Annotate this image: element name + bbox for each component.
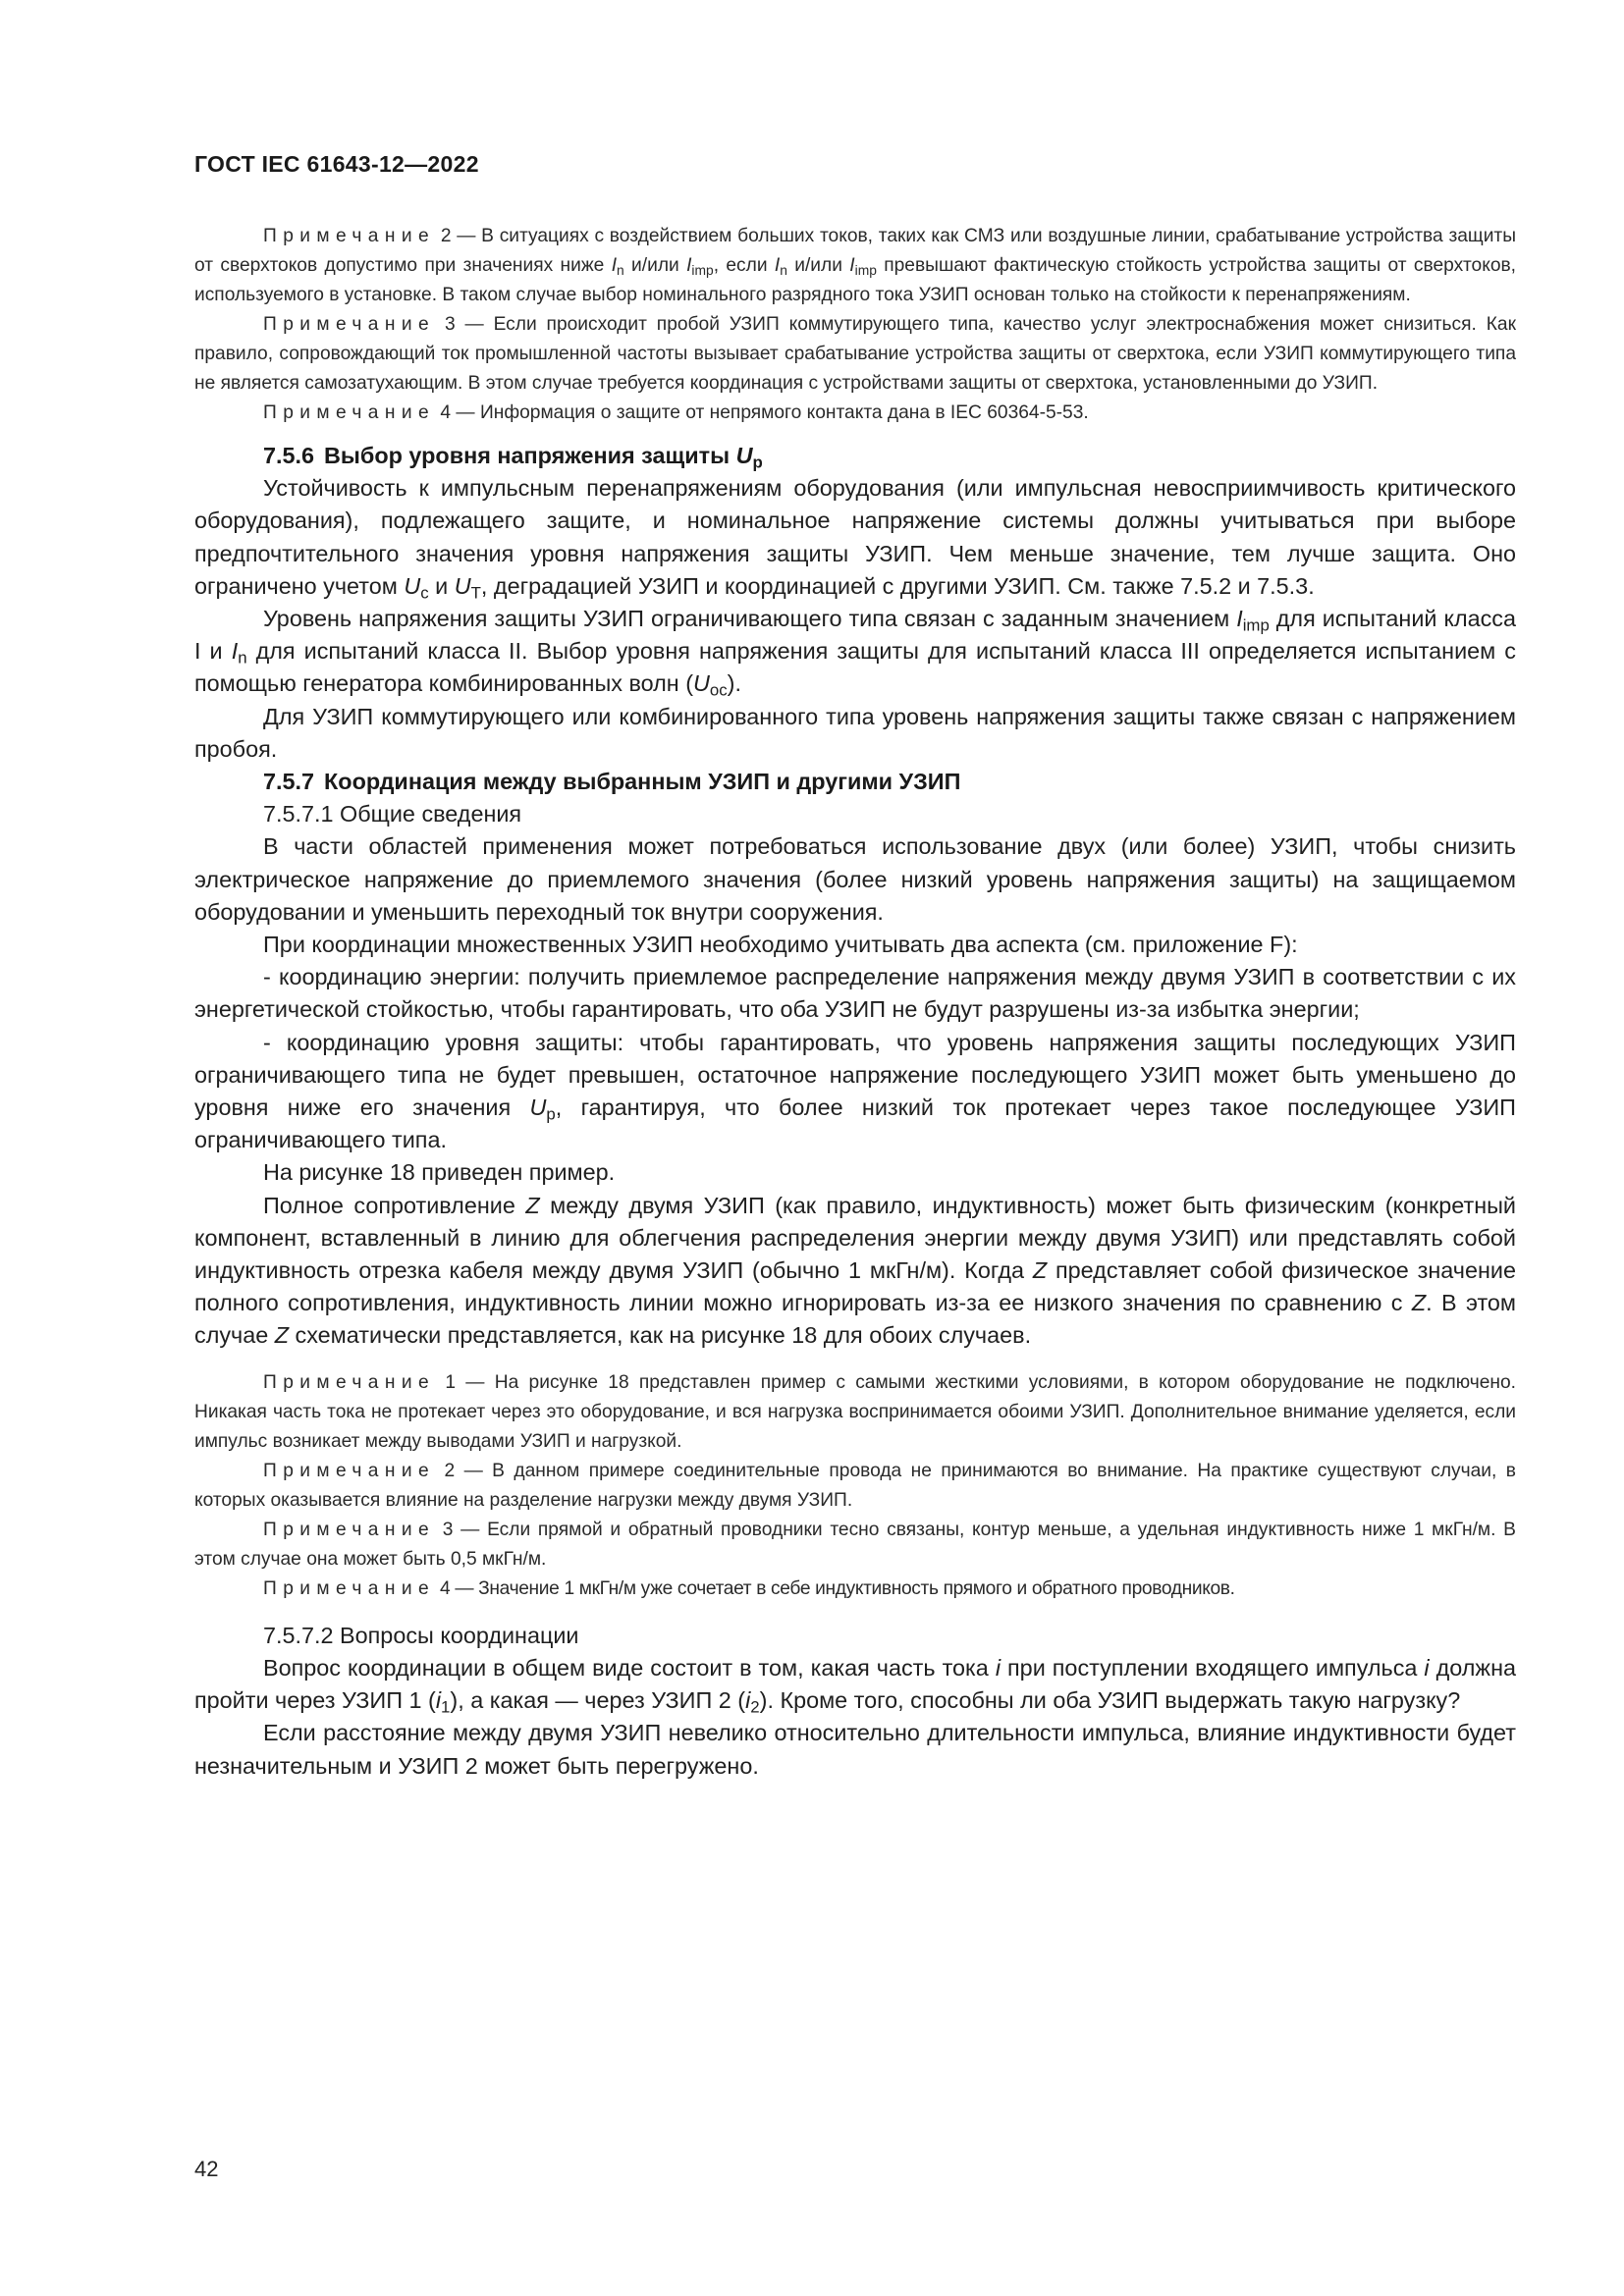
note-number: 2 bbox=[444, 1460, 456, 1481]
note-text: — Если происходит пробой УЗИП коммутирующего типа, качество услуг электроснабжения может снизиться. Как правило, сопровождающий ток промышленной частоты вызывает срабатывание устройства защиты от сверхтока, если УЗИП коммутирующего типа не является самозатухающим. В этом случае требуется координация с устройствами защиты от сверхтока, установленными до УЗИП. bbox=[194, 314, 1516, 394]
note-3-top bbox=[194, 310, 1516, 399]
text-run: Устойчивость к импульсным перенапряжениям оборудования (или импульсная невосприимчивость критического оборудования), подлежащего защите, и номинальное напряжение системы должны учитываться при выборе предпочтительного значения уровня напряжения защиты УЗИП. Чем меньше значение, тем лучше защита. Оно ограничено учетом bbox=[194, 475, 1516, 599]
paragraph bbox=[194, 1190, 1516, 1353]
section-number: 7.5.7 bbox=[263, 769, 315, 795]
paragraph: Если расстояние между двумя УЗИП невелико относительно длительности импульса, влияние индуктивности будет незначительным и УЗИП 2 может быть перегружено. bbox=[194, 1720, 1516, 1779]
note-1-mid bbox=[194, 1368, 1516, 1457]
text-run: для испытаний класса II. Выбор уровня напряжения защиты для испытаний класса III определяется испытанием с помощью генератора комбинированных волн ( bbox=[194, 638, 1516, 697]
note-label: Примечание bbox=[263, 1519, 436, 1540]
text-run: должна пройти через УЗИП 1 ( bbox=[194, 1654, 1516, 1714]
text-run: Вопрос координации в общем виде состоит в том, какая часть тока bbox=[263, 1654, 996, 1681]
symbol-U: U bbox=[404, 572, 421, 599]
note-label: Примечание bbox=[263, 314, 436, 335]
text-run: для испытаний класса I и bbox=[194, 606, 1516, 665]
subscript-c: c bbox=[420, 583, 429, 603]
symbol-I: I bbox=[611, 255, 618, 276]
text-run: ). Кроме того, способны ли оба УЗИП выдержать такую нагрузку? bbox=[759, 1687, 1461, 1714]
text-run: , деградацией УЗИП и координацией с другими УЗИП. См. также 7.5.2 и 7.5.3. bbox=[480, 572, 1315, 599]
note-label: Примечание bbox=[263, 1460, 436, 1481]
paragraph: На рисунке 18 приведен пример. bbox=[263, 1159, 616, 1186]
subscript-1: 1 bbox=[441, 1697, 451, 1717]
text-run: . В этом случае bbox=[194, 1290, 1516, 1349]
section-title: Координация между выбранным УЗИП и другими УЗИП bbox=[324, 769, 961, 795]
symbol-U: U bbox=[692, 670, 710, 697]
paragraph bbox=[194, 1652, 1516, 1717]
subscript-p: p bbox=[546, 1104, 556, 1124]
text-run: , гарантируя, что более низкий ток протекает через такое последующее УЗИП ограничивающего типа. bbox=[194, 1095, 1516, 1153]
paragraph bbox=[194, 603, 1516, 701]
symbol-I: I bbox=[849, 255, 855, 276]
symbol-I: I bbox=[231, 638, 239, 665]
subscript-p: p bbox=[752, 453, 763, 472]
symbol-U: U bbox=[735, 443, 753, 468]
symbol-i: i bbox=[435, 1687, 442, 1714]
subscript-2: 2 bbox=[750, 1697, 760, 1717]
note-label: Примечание bbox=[263, 1577, 436, 1599]
note-text: — На рисунке 18 представлен пример с самыми жесткими условиями, в котором оборудование не подключено. Никакая часть тока не протекает через это оборудование, и вся нагрузка воспринимается обоими УЗИП. Дополнительное внимание уделяется, если импульс возникает между выводами УЗИП и нагрузкой. bbox=[194, 1371, 1516, 1452]
subscript-n: n bbox=[617, 261, 624, 278]
note-number: 4 bbox=[440, 1577, 451, 1599]
symbol-i: i bbox=[995, 1654, 1001, 1681]
subscript-imp: imp bbox=[854, 261, 877, 278]
text-run: между двумя УЗИП (как правило, индуктивность) может быть физическим (конкретный компонент, вставленный в линию для облегчения распределения энергии между двумя УЗИП) или представлять собой индуктивность отрезка кабеля между двумя УЗИП (обычно 1 мкГн/м). Когда bbox=[194, 1192, 1516, 1284]
text-run: ). bbox=[727, 670, 741, 697]
note-number: 1 bbox=[445, 1371, 457, 1393]
note-2-mid bbox=[194, 1457, 1516, 1516]
subscript-imp: imp bbox=[691, 261, 714, 278]
paragraph: Для УЗИП коммутирующего или комбинированного типа уровень напряжения защиты также связан с напряжением пробоя. bbox=[194, 703, 1516, 762]
text-run: Полное сопротивление bbox=[263, 1192, 526, 1218]
note-label: Примечание bbox=[263, 1371, 436, 1393]
section-heading-7-5-7 bbox=[194, 766, 1516, 798]
symbol-Z: Z bbox=[1032, 1257, 1048, 1284]
symbol-I: I bbox=[686, 255, 692, 276]
note-label: Примечание bbox=[263, 226, 436, 246]
subscript-n: n bbox=[780, 261, 787, 278]
note-3-mid bbox=[194, 1516, 1516, 1575]
note-text: и/или bbox=[623, 255, 687, 276]
note-text: — В ситуациях с воздействием больших токов, таких как СМЗ или воздушные линии, срабатывание устройства защиты от сверхтоков допустимо при значениях ниже bbox=[194, 226, 1516, 276]
text-run: Уровень напряжения защиты УЗИП ограничивающего типа связан с заданным значением bbox=[263, 606, 1237, 632]
symbol-i: i bbox=[745, 1687, 751, 1714]
note-number: 3 bbox=[444, 314, 456, 335]
text-run: при поступлении входящего импульса bbox=[1001, 1654, 1425, 1681]
note-number: 3 bbox=[442, 1519, 454, 1540]
paragraph: В части областей применения может потребоваться использование двух (или более) УЗИП, чтобы снизить электрическое напряжение до приемлемого значения (более низкий уровень напряжения защиты) на защищаемом оборудовании и уменьшить переходный ток внутри сооружения. bbox=[194, 833, 1516, 925]
note-number: 4 bbox=[440, 402, 452, 423]
section-number: 7.5.6 bbox=[263, 443, 315, 468]
note-text: — Если прямой и обратный проводники тесно связаны, контур меньше, а удельная индуктивность ниже 1 мкГн/м. В этом случае она может быть 0,5 мкГн/м. bbox=[194, 1519, 1516, 1570]
symbol-I: I bbox=[774, 255, 781, 276]
symbol-Z: Z bbox=[525, 1192, 540, 1218]
subscript-T: T bbox=[470, 583, 481, 603]
subsection-heading-7-5-7-2: 7.5.7.2 Вопросы координации bbox=[263, 1622, 579, 1648]
symbol-I: I bbox=[1236, 606, 1243, 632]
note-text: — Информация о защите от непрямого контакта дана в IEC 60364-5-53. bbox=[456, 402, 1089, 423]
list-item bbox=[194, 1027, 1516, 1157]
note-text: и/или bbox=[786, 255, 850, 276]
section-heading-7-5-6 bbox=[194, 440, 1516, 472]
note-text: превышают фактическую стойкость устройства защиты от сверхтоков, используемого в установке. В таком случае выбор номинального разрядного тока УЗИП основан только на стойкости к перенапряжениям. bbox=[194, 255, 1517, 305]
symbol-Z: Z bbox=[1411, 1290, 1427, 1316]
subscript-n: n bbox=[238, 648, 247, 667]
list-item: - координацию энергии: получить приемлемое распределение напряжения между двумя УЗИП в соответствии с их энергетической стойкостью, чтобы гарантировать, что оба УЗИП не будут разрушены из-за избытка энергии; bbox=[194, 964, 1516, 1023]
subsection-heading-7-5-7-1: 7.5.7.1 Общие сведения bbox=[263, 801, 522, 828]
note-text: — Значение 1 мкГн/м уже сочетает в себе индуктивность прямого и обратного проводников. bbox=[455, 1577, 1235, 1599]
note-label: Примечание bbox=[263, 402, 436, 423]
note-2-top bbox=[194, 222, 1516, 310]
document-header: ГОСТ IEC 61643-12—2022 bbox=[194, 151, 479, 177]
symbol-i: i bbox=[1424, 1654, 1430, 1681]
symbol-U: U bbox=[454, 572, 471, 599]
note-4-top bbox=[194, 399, 1516, 428]
subscript-imp: imp bbox=[1242, 615, 1270, 635]
document-body bbox=[194, 222, 1516, 1783]
text-run: схематически представляется, как на рисунке 18 для обоих случаев. bbox=[289, 1322, 1032, 1349]
symbol-U: U bbox=[529, 1095, 547, 1121]
note-4-mid bbox=[194, 1575, 1516, 1604]
symbol-Z: Z bbox=[274, 1322, 290, 1349]
note-text: — В данном примере соединительные провода не принимаются во внимание. На практике существуют случаи, в которых оказывается влияние на разделение нагрузки между двумя УЗИП. bbox=[194, 1460, 1516, 1511]
text-run: и bbox=[428, 572, 455, 599]
note-number: 2 bbox=[440, 226, 452, 246]
note-text: , если bbox=[713, 255, 775, 276]
text-run: ), а какая — через УЗИП 2 ( bbox=[450, 1687, 746, 1714]
subscript-oc: oc bbox=[709, 681, 728, 701]
paragraph: При координации множественных УЗИП необходимо учитывать два аспекта (см. приложение F): bbox=[263, 932, 1298, 958]
text-run: представляет собой физическое значение полного сопротивления, индуктивность линии можно игнорировать из-за ее низкого значения по сравнению с bbox=[194, 1257, 1516, 1316]
page-number: 42 bbox=[194, 2157, 219, 2181]
section-title: Выбор уровня напряжения защиты bbox=[324, 443, 736, 468]
text-run: - координацию уровня защиты: чтобы гарантировать, что уровень напряжения защиты последующих УЗИП ограничивающего типа не будет превышен, остаточное напряжение последующего УЗИП может быть уменьшено до уровня ниже его значения bbox=[194, 1029, 1516, 1121]
paragraph bbox=[194, 472, 1516, 603]
